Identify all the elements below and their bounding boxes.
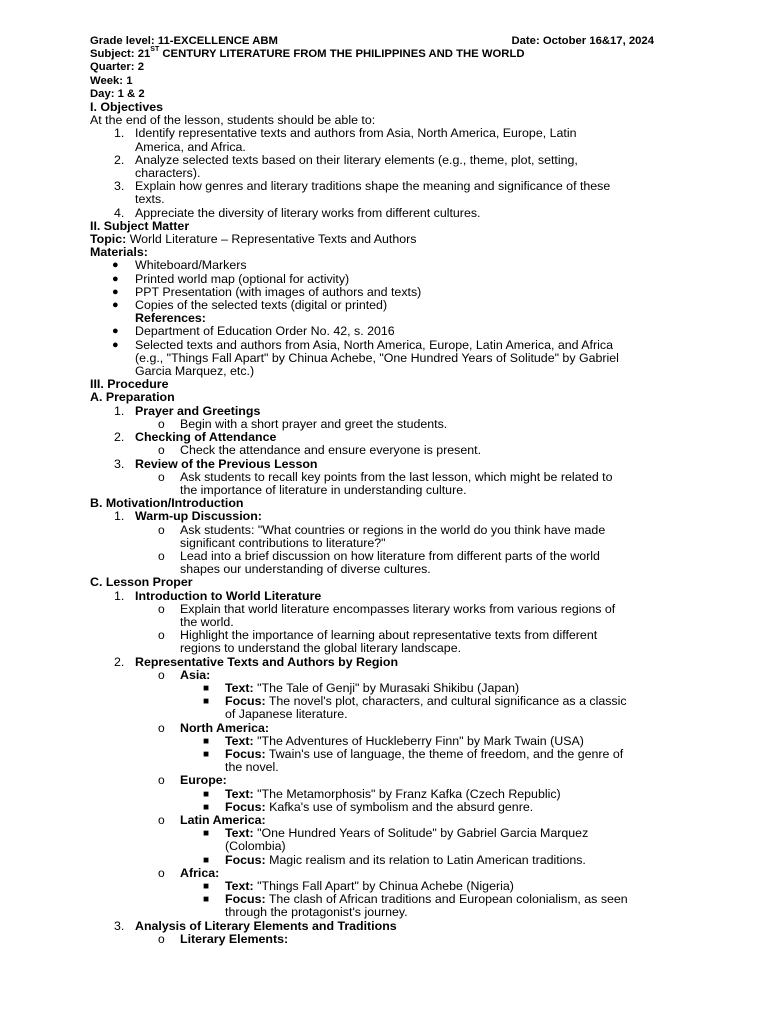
objective-item: 1. Identify representative texts and authors from Asia, North America, Europe, Latin America, and Africa. — [114, 126, 577, 154]
preparation-step: 2. Checking of Attendance — [114, 430, 277, 445]
text-entry: ■ Text: "One Hundred Years of Solitude" by Gabriel Garcia Marquez (Colombia) — [203, 826, 589, 854]
objective-item: 3. Explain how genres and literary traditions shape the meaning and significance of these texts. — [114, 179, 611, 207]
lesson-date: Date: October 16&17, 2024 — [511, 35, 654, 47]
text-entry: ■ Text: "The Metamorphosis" by Franz Kafka (Czech Republic) — [203, 786, 561, 801]
lesson-step: 1. Introduction to World Literature — [114, 588, 322, 603]
square-bullet-icon: ■ — [203, 682, 210, 694]
region-item: o Africa: — [158, 865, 220, 880]
focus-entry: ■ Focus: Magic realism and its relation to Latin American traditions. — [203, 852, 586, 867]
focus-entry: ■ Focus: The novel's plot, characters, and cultural significance as a classic of Japanese literature. — [203, 694, 627, 722]
region-item: o North America: — [158, 720, 270, 735]
circle-bullet-icon: o — [158, 416, 165, 431]
sub-item: o Ask students: "What countries or regions in the world do you think have made significant contributions to literature?" — [158, 522, 606, 550]
subject-line: Subject: 21ST CENTURY LITERATURE FROM THE PHILIPPINES AND THE WORLD — [90, 46, 525, 61]
preparation-step: 3. Review of the Previous Lesson — [114, 456, 318, 471]
bullet-icon: ● — [112, 338, 119, 351]
circle-bullet-icon: o — [158, 443, 165, 458]
focus-entry: ■ Focus: Kafka's use of symbolism and the absurd genre. — [203, 799, 534, 814]
materials-label: Materials: — [90, 245, 148, 260]
square-bullet-icon: ■ — [203, 735, 210, 747]
circle-bullet-icon: o — [158, 773, 165, 788]
sub-item: o Check the attendance and ensure everyone is present. — [158, 443, 482, 458]
week: Week: 1 — [90, 74, 133, 87]
material-item: ● Whiteboard/Markers — [112, 258, 247, 273]
square-bullet-icon: ■ — [203, 696, 210, 708]
circle-bullet-icon: o — [158, 865, 165, 880]
preparation-step: 1. Prayer and Greetings — [114, 403, 261, 418]
motivation-heading: B. Motivation/Introduction — [90, 496, 244, 511]
text-entry: ■ Text: "Things Fall Apart" by Chinua Achebe (Nigeria) — [203, 879, 514, 893]
circle-bullet-icon: o — [158, 628, 165, 643]
bullet-icon: ● — [112, 259, 119, 272]
region-item: o Europe: — [158, 773, 227, 788]
motivation-step: 1. Warm-up Discussion: — [114, 509, 262, 524]
sub-item: o Explain that world literature encompasses literary works from various regions of the world. — [158, 601, 616, 629]
square-bullet-icon: ■ — [203, 881, 210, 892]
material-item: ● PPT Presentation (with images of authors and texts) — [112, 284, 422, 299]
procedure-heading: III. Procedure — [90, 377, 169, 392]
sub-item: o Ask students to recall key points from the last lesson, which might be related to the importance of literature in understanding culture. — [158, 469, 613, 497]
reference-item: ● Department of Education Order No. 42, s. 2016 — [112, 324, 395, 339]
lesson-plan — [90, 35, 690, 946]
region-item: o Literary Elements: — [158, 931, 289, 946]
bullet-icon: ● — [112, 325, 119, 338]
square-bullet-icon: ■ — [203, 801, 210, 813]
square-bullet-icon: ■ — [203, 788, 210, 800]
preparation-heading: A. Preparation — [90, 390, 175, 405]
objectives-heading: I. Objectives — [90, 100, 164, 115]
square-bullet-icon: ■ — [203, 854, 210, 866]
sub-item: o Lead into a brief discussion on how literature from different parts of the world shapes our understanding of diverse cultures. — [158, 548, 600, 577]
circle-bullet-icon: o — [158, 720, 165, 735]
circle-bullet-icon: o — [158, 548, 165, 563]
circle-bullet-icon: o — [158, 601, 165, 616]
focus-entry: ■ Focus: Twain's use of language, the theme of freedom, and the genre of the novel. — [203, 746, 624, 775]
material-item: ● Copies of the selected texts (digital or printed) — [112, 298, 388, 313]
sub-item: o Highlight the importance of learning about representative texts from different regions to understand the global literary landscape. — [158, 628, 598, 656]
region-item: o Latin America: — [158, 812, 266, 827]
lesson-step: 3. Analysis of Literary Elements and Traditions — [114, 918, 397, 933]
quarter: Quarter: 2 — [90, 61, 144, 74]
text-entry: ■ Text: "The Adventures of Huckleberry Finn" by Mark Twain (USA) — [203, 733, 584, 748]
day: Day: 1 & 2 — [90, 87, 145, 100]
objectives-intro: At the end of the lesson, students should be able to: — [90, 113, 376, 128]
objective-item: 4. Appreciate the diversity of literary works from different cultures. — [114, 205, 481, 220]
subject-matter-heading: II. Subject Matter — [90, 218, 190, 233]
lesson-proper-heading: C. Lesson Proper — [90, 575, 193, 590]
bullet-icon: ● — [112, 299, 119, 312]
circle-bullet-icon: o — [158, 469, 165, 484]
topic-line: Topic: World Literature – Representative Texts and Authors — [90, 232, 417, 247]
square-bullet-icon: ■ — [203, 828, 210, 840]
square-bullet-icon: ■ — [203, 894, 210, 906]
bullet-icon: ● — [112, 285, 119, 298]
circle-bullet-icon: o — [158, 667, 165, 682]
circle-bullet-icon: o — [158, 931, 165, 946]
bullet-icon: ● — [112, 272, 119, 285]
region-item: o Asia: — [158, 667, 211, 682]
reference-item: ● Selected texts and authors from Asia, North America, Europe, Latin America, and Africa (e.g., "Things Fall Apart" by Chinua Achebe, "One Hundred Years of Solitude" by Gabriel Garcia Marquez, etc.) — [112, 337, 619, 379]
references-label: References: — [135, 311, 206, 326]
focus-entry: ■ Focus: The clash of African traditions and European colonialism, as seen through the protagonist's journey. — [203, 892, 628, 920]
sub-item: o Begin with a short prayer and greet the students. — [158, 416, 448, 431]
grade-level: Grade level: 11-EXCELLENCE ABM — [90, 35, 278, 47]
lesson-step: 2. Representative Texts and Authors by Region — [114, 654, 399, 669]
square-bullet-icon: ■ — [203, 748, 210, 760]
objective-item: 2. Analyze selected texts based on their literary elements (e.g., theme, plot, setting, characters). — [114, 152, 578, 181]
text-entry: ■ Text: "The Tale of Genji" by Murasaki Shikibu (Japan) — [203, 680, 520, 695]
circle-bullet-icon: o — [158, 522, 165, 537]
circle-bullet-icon: o — [158, 812, 165, 827]
grade-date-row — [90, 35, 654, 48]
material-item: ● Printed world map (optional for activity) — [112, 271, 350, 286]
